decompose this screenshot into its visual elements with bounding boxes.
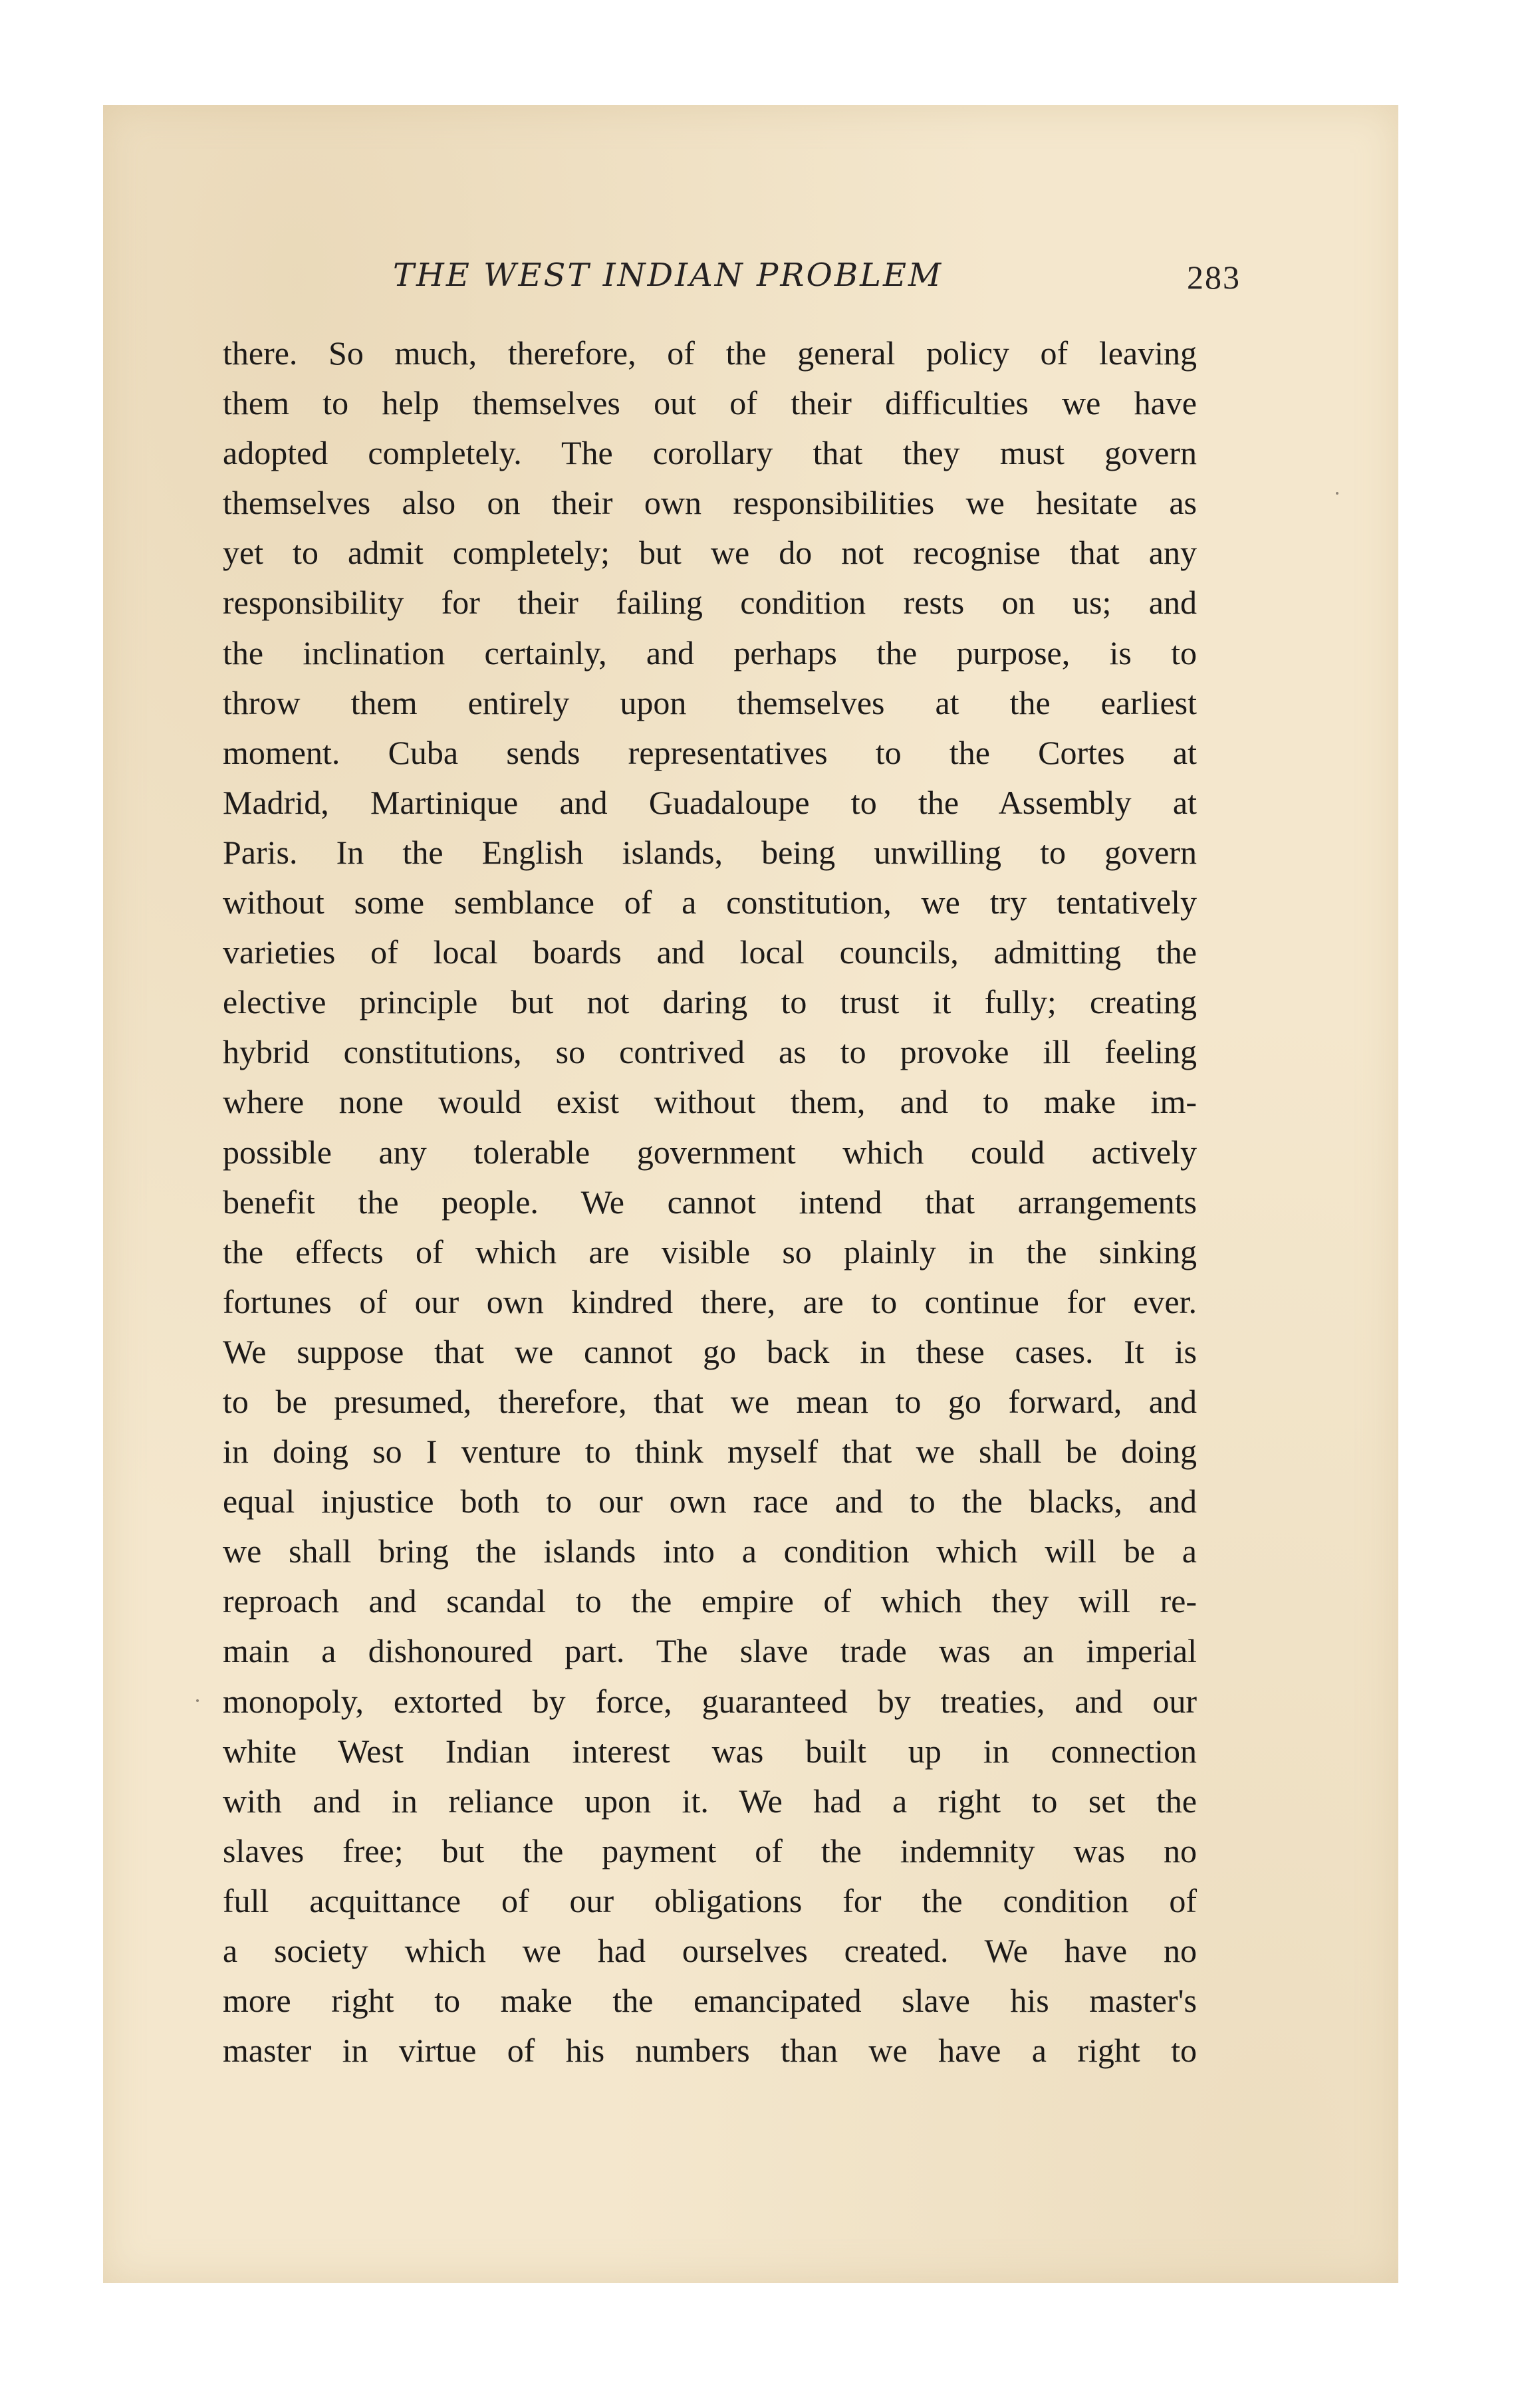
text-line: with and in reliance upon it. We had a right to set the	[223, 1782, 1197, 1820]
text-line: reproach and scandal to the empire of which they will re-	[223, 1582, 1197, 1620]
text-line: where none would exist without them, and to make im-	[223, 1083, 1197, 1121]
text-line: moment. Cuba sends representatives to the Cortes at	[223, 733, 1197, 771]
running-title: THE WEST INDIAN PROBLEM	[393, 257, 944, 294]
text-line: white West Indian interest was built up in connection	[223, 1732, 1197, 1770]
text-line: without some semblance of a constitution, we try tentatively	[223, 884, 1197, 921]
scanned-book-page	[103, 105, 1398, 2283]
text-line: fortunes of our own kindred there, are to continue for ever.	[223, 1282, 1197, 1320]
text-line: the inclination certainly, and perhaps the purpose, is to	[223, 634, 1197, 671]
text-line: full acquittance of our obligations for the condition of	[223, 1881, 1197, 1919]
text-line: equal injustice both to our own race and to the blacks, and	[223, 1483, 1197, 1520]
text-line: Paris. In the English islands, being unwilling to govern	[223, 833, 1197, 871]
text-line: yet to admit completely; but we do not recognise that any	[223, 534, 1197, 572]
text-line: the effects of which are visible so plainly in the sinking	[223, 1233, 1197, 1270]
paper-speck	[1336, 492, 1338, 495]
text-line: benefit the people. We cannot intend that arrangements	[223, 1183, 1197, 1221]
text-line: main a dishonoured part. The slave trade was an imperial	[223, 1632, 1197, 1670]
text-line: elective principle but not daring to trust it fully; creating	[223, 983, 1197, 1021]
text-line: we shall bring the islands into a condition which will be a	[223, 1532, 1197, 1570]
text-line: possible any tolerable government which could actively	[223, 1133, 1197, 1171]
text-line: adopted completely. The corollary that they must govern	[223, 434, 1197, 472]
text-line: themselves also on their own responsibilities we hesitate as	[223, 484, 1197, 522]
text-line: We suppose that we cannot go back in these cases. It is	[223, 1332, 1197, 1370]
text-line: master in virtue of his numbers than we have a right to	[223, 2032, 1197, 2070]
text-line: responsibility for their failing condition rests on us; and	[223, 584, 1197, 622]
text-line: more right to make the emancipated slave his master's	[223, 1982, 1197, 2020]
body-text	[223, 328, 1197, 2076]
text-line: slaves free; but the payment of the indemnity was no	[223, 1832, 1197, 1869]
text-line: to be presumed, therefore, that we mean to go forward, and	[223, 1382, 1197, 1420]
text-line: Madrid, Martinique and Guadaloupe to the Assembly at	[223, 783, 1197, 821]
text-line: there. So much, therefore, of the general policy of leaving	[223, 334, 1197, 372]
text-line: in doing so I venture to think myself that we shall be doing	[223, 1433, 1197, 1471]
text-line: a society which we had ourselves created. We have no	[223, 1932, 1197, 1969]
paper-speck	[196, 1699, 199, 1702]
text-line: hybrid constitutions, so contrived as to provoke ill feeling	[223, 1033, 1197, 1071]
text-line: them to help themselves out of their difficulties we have	[223, 384, 1197, 422]
text-line: varieties of local boards and local councils, admitting the	[223, 933, 1197, 971]
page-number: 283	[1187, 259, 1241, 296]
text-line: monopoly, extorted by force, guaranteed by treaties, and our	[223, 1682, 1197, 1720]
text-line: throw them entirely upon themselves at the earliest	[223, 683, 1197, 721]
